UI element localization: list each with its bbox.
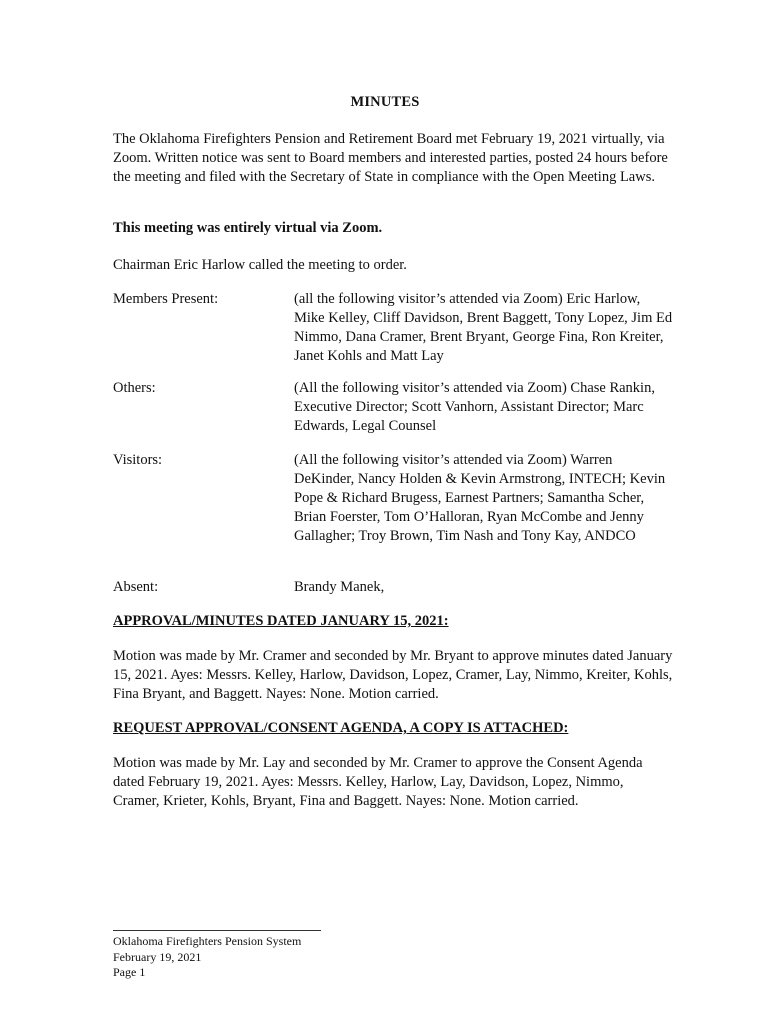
consent-agenda-heading: REQUEST APPROVAL/CONSENT AGENDA, A COPY IS ATTACHED: (113, 720, 569, 736)
footer-page-number: Page 1 (113, 965, 146, 979)
visitors-value: (All the following visitor’s attended via Zoom) Warren DeKinder, Nancy Holden & Kevin Armstrong, INTECH; Kevin Pope & Richard Brugess, Earnest Partners; Samantha Scher, Brian Foerster, Tom O’Halloran, Ryan McCombe and Jenny Gallagher; Troy Brown, Tim Nash and Tony Kay, ANDCO (294, 452, 666, 544)
approval-minutes-motion: Motion was made by Mr. Cramer and seconded by Mr. Bryant to approve minutes dated January 15, 2021. Ayes: Messrs. Kelley, Harlow, Davidson, Lopez, Cramer, Lay, Nimmo, Kreiter, Kohls, Fina Bryant, and Baggett. Nayes: None. Motion carried. (113, 648, 673, 702)
footer-date: February 19, 2021 (113, 950, 202, 964)
document-title: MINUTES (350, 94, 420, 110)
others-label: Others: (113, 380, 156, 396)
absent-label: Absent: (113, 579, 159, 595)
footer-organization: Oklahoma Firefighters Pension System (113, 934, 302, 948)
members-present-value: (all the following visitor’s attended via Zoom) Eric Harlow, Mike Kelley, Cliff Davidson, Brent Baggett, Tony Lopez, Jim Ed Nimmo, Dana Cramer, Brent Bryant, George Fina, Ron Kreiter, Janet Kohls and Matt Lay (294, 291, 673, 364)
call-to-order: Chairman Eric Harlow called the meeting to order. (113, 257, 407, 273)
visitors-label: Visitors: (113, 452, 163, 468)
approval-minutes-heading: APPROVAL/MINUTES DATED JANUARY 15, 2021: (113, 613, 449, 629)
intro-paragraph: The Oklahoma Firefighters Pension and Retirement Board met February 19, 2021 virtually, via Zoom. Written notice was sent to Board members and interested parties, posted 24 hours before the meeting and filed with the Secretary of State in compliance with the Open Meeting Laws. (113, 131, 668, 185)
absent-value: Brandy Manek, (294, 579, 385, 595)
members-present-label: Members Present: (113, 291, 219, 307)
others-value: (All the following visitor’s attended via Zoom) Chase Rankin, Executive Director; Scott Vanhorn, Assistant Director; Marc Edwards, Legal Counsel (294, 380, 655, 434)
footer-divider (113, 930, 321, 931)
virtual-note: This meeting was entirely virtual via Zoom. (113, 220, 383, 236)
consent-agenda-motion: Motion was made by Mr. Lay and seconded by Mr. Cramer to approve the Consent Agenda dated February 19, 2021. Ayes: Messrs. Kelley, Harlow, Lay, Davidson, Lopez, Nimmo, Cramer, Krieter, Kohls, Bryant, Fina and Baggett. Nayes: None. Motion carried. (113, 755, 643, 809)
